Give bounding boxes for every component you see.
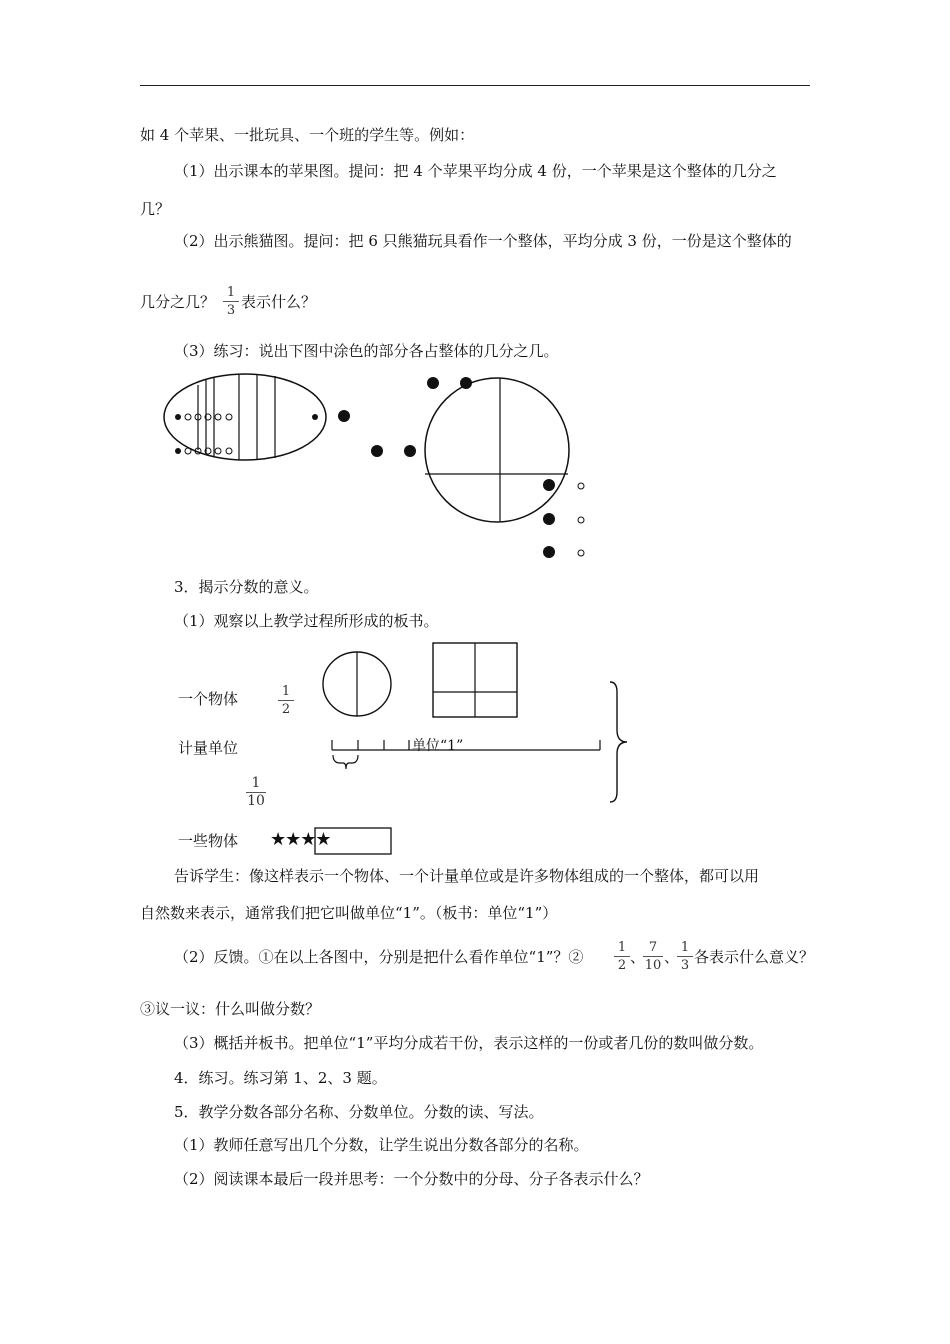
- fraction-one-tenth: $\frac{1}{10}$: [247, 775, 265, 809]
- board-label-objects: 一些物体: [178, 832, 239, 850]
- stars: ★★★★: [270, 829, 331, 850]
- text-line: 5．教学分数各部分名称、分数单位。分数的读、写法。: [174, 1103, 544, 1121]
- text-line: （1）观察以上教学过程所形成的板书。: [174, 612, 439, 630]
- text-line: 告诉学生：像这样表示一个物体、一个计量单位或是许多物体组成的一个整体，都可以用: [174, 867, 760, 885]
- text-line: 如 4 个苹果、一批玩具、一个班的学生等。例如：: [140, 126, 475, 144]
- right-dots: [543, 479, 584, 558]
- text-line: （3）练习：说出下图中涂色的部分各占整体的几分之几。: [174, 342, 559, 360]
- text-line: （2）反馈。①在以上各图中，分别是把什么看作单位“1”？②: [174, 948, 584, 966]
- unit-ruler: [332, 740, 600, 769]
- text-line: 几？: [140, 200, 171, 218]
- unit-one-label: 单位“1”: [412, 738, 464, 754]
- text-line: 自然数来表示，通常我们把它叫做单位“1”。（板书：单位“1”）: [140, 904, 558, 922]
- panda-dots: [338, 377, 472, 457]
- text-line: ③议一议：什么叫做分数？: [140, 1000, 321, 1018]
- text-line: 各表示什么意义？: [694, 948, 815, 966]
- ellipse-dividers: [198, 374, 275, 460]
- fraction-f3: $\frac{1}{3}$: [677, 940, 693, 973]
- text-line: 表示什么？: [241, 293, 317, 311]
- board-label-object: 一个物体: [178, 690, 239, 708]
- board-label-unit: 计量单位: [178, 739, 239, 757]
- fraction-half: $\frac{1}{2}$: [278, 684, 294, 717]
- grouping-brace: [610, 682, 627, 802]
- fraction-f2: $\frac{7}{10}$: [644, 940, 662, 973]
- big-circle: [425, 378, 569, 522]
- ellipse-dots: [175, 414, 318, 454]
- separator: 、: [630, 948, 646, 966]
- ellipse-shape: [164, 374, 326, 460]
- text-line: 4．练习。练习第 1、2、3 题。: [174, 1069, 387, 1087]
- fraction-one-third: $\frac{1}{3}$: [223, 285, 239, 318]
- text-line: （2）阅读课本最后一段并思考：一个分数中的分母、分子各表示什么？: [174, 1170, 649, 1188]
- text-line: （2）出示熊猫图。提问：把 6 只熊猫玩具看作一个整体，平均分成 3 份，一份是这个整体的: [174, 232, 792, 250]
- fraction-f1: $\frac{1}{2}$: [614, 940, 630, 973]
- text-line: （3）概括并板书。把单位“1”平均分成若干份，表示这样的一份或者几份的数叫做分数。: [174, 1034, 764, 1052]
- separator: 、: [664, 948, 680, 966]
- text-line: （1）教师任意写出几个分数，让学生说出分数各部分的名称。: [174, 1136, 589, 1154]
- text-line: 3．揭示分数的意义。: [174, 578, 319, 596]
- text-line: 几分之几？: [140, 293, 216, 311]
- text-line: （1）出示课本的苹果图。提问：把 4 个苹果平均分成 4 份，一个苹果是这个整体的几分之: [174, 162, 777, 180]
